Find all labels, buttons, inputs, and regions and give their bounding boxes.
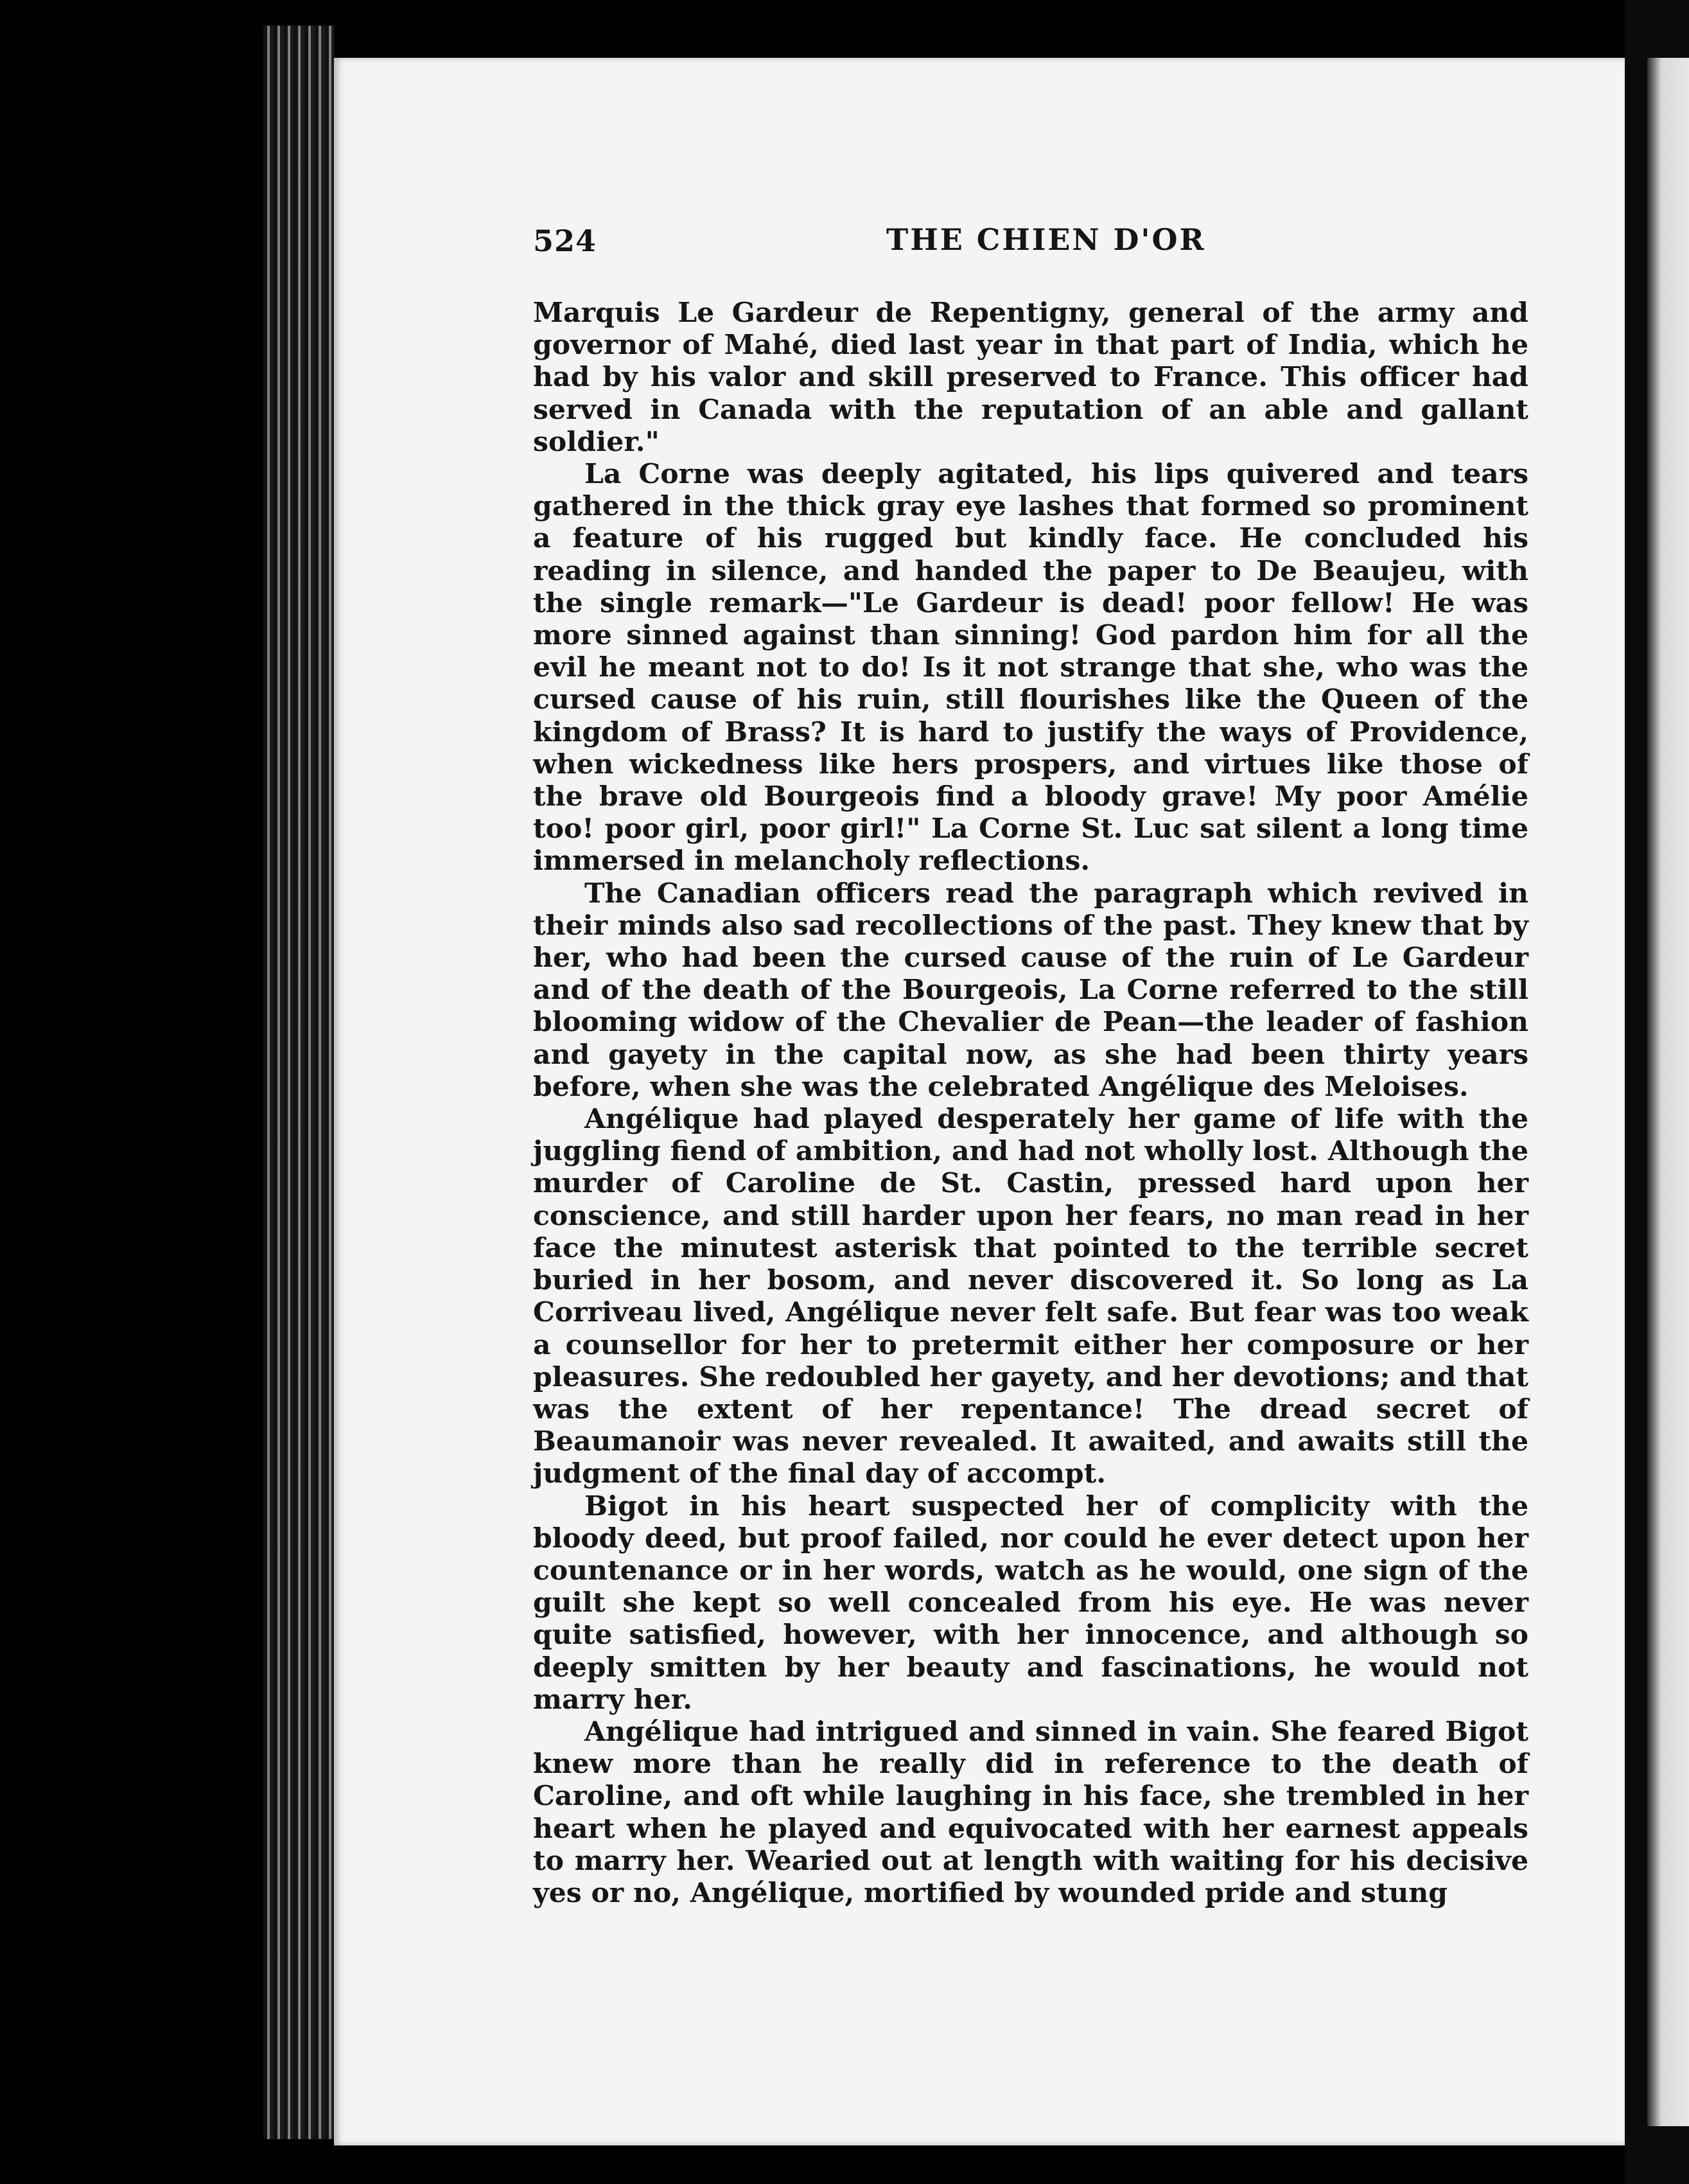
paragraph: Angélique had played desperately her game of life with the juggling fiend of ambition, and had not wholly lost. Although the murder of Caroline de St. Castin, pressed hard upon her conscience, and still harder upon her fears, no man read in her face the minutest asterisk that pointed to the terrible secret buried in her bosom, and never discovered it. So long as La Corriveau lived, Angélique never felt safe. But fear was too weak a counsellor for her to pretermit either her composure or her pleasures. She redoubled her gayety, and her devotions; and that was the extent of her repentance! The dread secret of Beaumanoir was never revealed. It awaited, and awaits still the judgment of the final day of accompt. (533, 1103, 1528, 1490)
paragraph: La Corne was deeply agitated, his lips quivered and tears gathered in the thick gray eye lashes that formed so prominent a feature of his rugged but kindly face. He concluded his reading in silence, and handed the paper to De Beaujeu, with the single remark—"Le Gardeur is dead! poor fellow! He was more sinned against than sinning! God pardon him for all the evil he meant not to do! Is it not strange that she, who was the cursed cause of his ruin, still flourishes like the Queen of the kingdom of Brass? It is hard to justify the ways of Providence, when wickedness like hers prospers, and virtues like those of the brave old Bourgeois find a bloody grave! My poor Amélie too! poor girl, poor girl!" La Corne St. Luc sat silent a long time immersed in melancholy reflections. (533, 458, 1528, 877)
book-page-edges (263, 26, 334, 2139)
page-header (533, 217, 1528, 269)
paragraph: Bigot in his heart suspected her of complicity with the bloody deed, but proof failed, nor could he ever detect upon her countenance or in her words, watch as he would, one sign of the guilt she kept so well concealed from his eye. He was never quite satisfied, however, with her innocence, and although so deeply smitten by her beauty and fascinations, he would not marry her. (533, 1490, 1528, 1716)
page-number: 524 (533, 224, 597, 258)
paragraph: Angélique had intrigued and sinned in vain. She feared Bigot knew more than he really did in reference to the death of Caroline, and oft while laughing in his face, she trembled in her heart when he played and equivocated with her earnest appeals to marry her. Wearied out at length with waiting for his decisive yes or no, Angélique, mortified by wounded pride and stung (533, 1715, 1528, 1909)
paragraph: The Canadian officers read the paragraph which revived in their minds also sad recollections of the past. They knew that by her, who had been the cursed cause of the ruin of Le Gardeur and of the death of the Bourgeois, La Corne referred to the still blooming widow of the Chevalier de Pean—the leader of fashion and gayety in the capital now, as she had been thirty years before, when she was the celebrated Angélique des Meloises. (533, 877, 1528, 1103)
adjacent-page-edge (1647, 58, 1689, 2126)
running-head: THE CHIEN D'OR (886, 222, 1206, 257)
body-text (533, 297, 1528, 1909)
paragraph: Marquis Le Gardeur de Repentigny, general of the army and governor of Mahé, died last year in that part of India, which he had by his valor and skill preserved to France. This officer had served in Canada with the reputation of an able and gallant soldier." (533, 297, 1528, 458)
